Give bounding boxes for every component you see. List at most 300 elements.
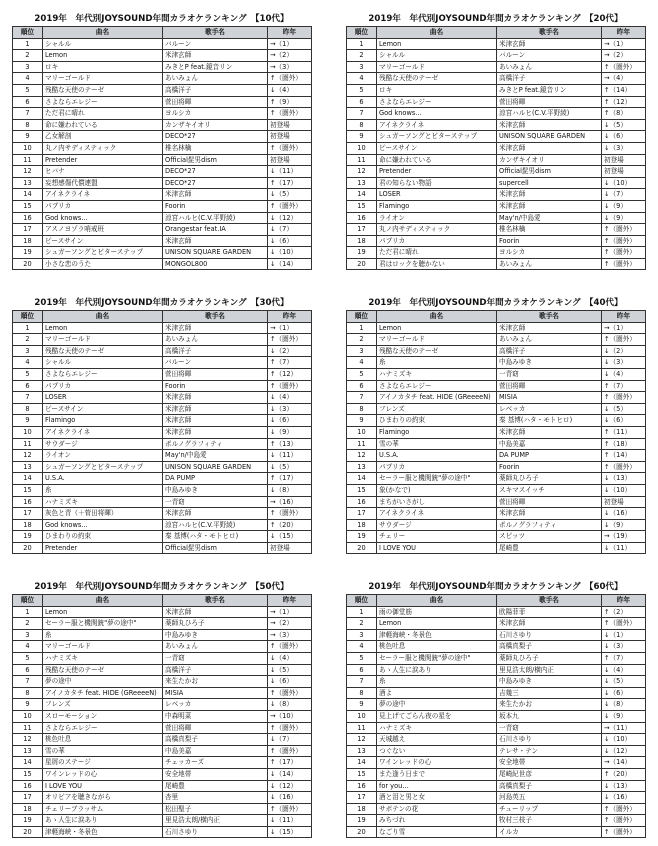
table-row <box>13 768 312 780</box>
table-row <box>13 484 312 496</box>
artist-cell: 来生たかお <box>163 676 268 688</box>
table-row <box>13 119 312 131</box>
rank-cell: 16 <box>347 780 377 792</box>
rank-cell: 15 <box>13 484 43 496</box>
artist-cell: 河島英五 <box>497 792 602 804</box>
prev-cell: ↑（圏外） <box>268 73 312 85</box>
table-row <box>347 84 646 96</box>
artist-cell: 石川さゆり <box>497 629 602 641</box>
prev-cell: ↑（圏外） <box>602 258 646 270</box>
song-cell: さよならエレジー <box>43 96 163 108</box>
song-cell: 残酷な天使のテーゼ <box>377 73 497 85</box>
ranking-panel <box>12 12 311 270</box>
table-row <box>347 768 646 780</box>
artist-cell: レベッカ <box>497 403 602 415</box>
prev-cell: ↑（圏外） <box>602 224 646 236</box>
prev-cell: →（16） <box>268 496 312 508</box>
song-cell: シャルル <box>43 38 163 50</box>
song-cell: ライオン <box>377 212 497 224</box>
artist-cell: 米津玄師 <box>163 50 268 62</box>
song-cell: さよならエレジー <box>43 722 163 734</box>
rank-cell: 5 <box>13 652 43 664</box>
song-cell: 残酷な天使のテーゼ <box>43 345 163 357</box>
artist-cell: 欧陽菲菲 <box>497 606 602 618</box>
ranking-panel <box>346 580 645 838</box>
prev-cell: ↓（7） <box>268 734 312 746</box>
song-header: 曲名 <box>377 311 497 323</box>
panel-title: 2019年 年代別JOYSOUND年間カラオケランキング 【30代】 <box>34 298 289 308</box>
rank-cell: 15 <box>347 768 377 780</box>
prev-cell: ↓（3） <box>268 403 312 415</box>
song-cell: さよならエレジー <box>377 96 497 108</box>
table-row <box>347 745 646 757</box>
table-row <box>13 826 312 838</box>
table-row <box>13 745 312 757</box>
prev-cell: ↓（12） <box>268 780 312 792</box>
table-row <box>347 826 646 838</box>
song-cell: 残酷な天使のテーゼ <box>377 345 497 357</box>
table-row <box>347 542 646 554</box>
song-cell: U.S.A. <box>377 450 497 462</box>
song-cell: God knows... <box>43 519 163 531</box>
song-cell: シュガーソングとビターステップ <box>43 461 163 473</box>
rank-cell: 9 <box>347 415 377 427</box>
prev-cell: ↓（10） <box>268 247 312 259</box>
prev-cell: →（3） <box>268 629 312 641</box>
artist-cell: イルカ <box>497 826 602 838</box>
prev-cell: ↓（15） <box>268 531 312 543</box>
song-cell: マリーゴールド <box>377 334 497 346</box>
table-row <box>347 484 646 496</box>
prev-cell: ↑（17） <box>268 757 312 769</box>
artist-cell: バルーン <box>497 50 602 62</box>
song-cell: チェリーブラッサム <box>43 803 163 815</box>
prev-cell: ↓（7） <box>602 189 646 201</box>
song-cell: 丸ノ内サディスティック <box>43 142 163 154</box>
artist-cell: あいみょん <box>497 334 602 346</box>
table-row <box>13 542 312 554</box>
table-row <box>347 334 646 346</box>
artist-cell: 高橋洋子 <box>163 664 268 676</box>
prev-cell: ↓（4） <box>602 368 646 380</box>
artist-cell: DA PUMP <box>497 450 602 462</box>
artist-cell: Official髭男dism <box>163 154 268 166</box>
header-row <box>13 27 312 39</box>
rank-cell: 8 <box>13 119 43 131</box>
table-row <box>347 687 646 699</box>
table-row <box>13 322 312 334</box>
rank-cell: 15 <box>347 200 377 212</box>
prev-cell: →（14） <box>602 757 646 769</box>
prev-cell: ↓（7） <box>268 224 312 236</box>
song-cell: ただ君に晴れ <box>377 247 497 259</box>
song-cell: アスノヨゾラ哨戒班 <box>43 224 163 236</box>
prev-cell: 初登場 <box>268 542 312 554</box>
rank-cell: 17 <box>13 792 43 804</box>
song-header: 曲名 <box>377 27 497 39</box>
artist-cell: 米津玄師 <box>163 606 268 618</box>
artist-cell: 中森明菜 <box>163 710 268 722</box>
rank-cell: 3 <box>347 629 377 641</box>
rank-cell: 10 <box>13 426 43 438</box>
ranking-panel <box>346 296 645 554</box>
rank-cell: 20 <box>347 826 377 838</box>
prev-cell: →（1） <box>268 38 312 50</box>
prev-cell: ↑（2） <box>602 606 646 618</box>
artist-cell: 涼宮ハルヒ(C.V.平野綾) <box>497 108 602 120</box>
rank-cell: 9 <box>347 131 377 143</box>
rank-cell: 7 <box>13 676 43 688</box>
song-cell: シャルル <box>43 357 163 369</box>
rank-cell: 7 <box>13 392 43 404</box>
artist-cell: 米津玄師 <box>163 403 268 415</box>
rank-cell: 12 <box>13 734 43 746</box>
prev-header: 昨年 <box>268 27 312 39</box>
artist-cell: 石川さゆり <box>163 826 268 838</box>
table-row <box>347 131 646 143</box>
song-cell: ライオン <box>43 450 163 462</box>
song-header: 曲名 <box>43 595 163 607</box>
table-row <box>347 519 646 531</box>
prev-cell: ↑（14） <box>602 84 646 96</box>
artist-cell: 松田聖子 <box>163 803 268 815</box>
song-cell: セーラー服と機関銃"夢の途中" <box>377 652 497 664</box>
prev-cell: ↑（圏外） <box>602 618 646 630</box>
song-header: 曲名 <box>377 595 497 607</box>
song-cell: Lemon <box>43 606 163 618</box>
rank-cell: 12 <box>347 450 377 462</box>
artist-header: 歌手名 <box>163 311 268 323</box>
artist-cell: 高橋真梨子 <box>497 641 602 653</box>
song-cell: アイネクライネ <box>377 119 497 131</box>
song-cell: アイノカタチ feat. HIDE (GReeeeN) <box>377 392 497 404</box>
table-row <box>347 224 646 236</box>
artist-cell: DECO*27 <box>163 177 268 189</box>
song-cell: 残酷な天使のテーゼ <box>43 84 163 96</box>
rank-cell: 20 <box>13 258 43 270</box>
rank-cell: 1 <box>13 38 43 50</box>
artist-cell: 中島美嘉 <box>497 438 602 450</box>
prev-cell: ↓（11） <box>268 166 312 178</box>
prev-cell: 初登場 <box>268 154 312 166</box>
prev-cell: ↓（12） <box>602 745 646 757</box>
artist-cell: テレサ・テン <box>497 745 602 757</box>
rank-cell: 11 <box>347 722 377 734</box>
prev-cell: ↓（5） <box>268 461 312 473</box>
artist-cell: 米津玄師 <box>497 189 602 201</box>
song-cell: チェリー <box>377 531 497 543</box>
song-cell: ロキ <box>377 84 497 96</box>
rank-cell: 14 <box>347 757 377 769</box>
table-row <box>347 235 646 247</box>
artist-cell: May'n/中島愛 <box>497 212 602 224</box>
artist-cell: 薬師丸ひろ子 <box>497 652 602 664</box>
song-cell: 夢の途中 <box>43 676 163 688</box>
song-cell: 酒と泪と男と女 <box>377 792 497 804</box>
artist-cell: 牧村三枝子 <box>497 815 602 827</box>
song-cell: ひまわりの約束 <box>377 415 497 427</box>
song-cell: 星屑のステージ <box>43 757 163 769</box>
prev-cell: ↓（5） <box>602 403 646 415</box>
rank-cell: 18 <box>347 235 377 247</box>
rank-cell: 16 <box>13 780 43 792</box>
rank-cell: 3 <box>13 629 43 641</box>
prev-cell: ↑（圏外） <box>268 641 312 653</box>
artist-cell: ヨルシカ <box>163 108 268 120</box>
prev-cell: ↑（17） <box>268 473 312 485</box>
artist-cell: 高橋真梨子 <box>497 780 602 792</box>
song-cell: マリーゴールド <box>43 73 163 85</box>
prev-cell: ↑（圏外） <box>602 461 646 473</box>
table-row <box>347 699 646 711</box>
artist-cell: 薬師丸ひろ子 <box>163 618 268 630</box>
rank-cell: 18 <box>13 803 43 815</box>
prev-cell: ↑（8） <box>602 108 646 120</box>
table-row <box>347 247 646 259</box>
song-cell: フレンズ <box>43 699 163 711</box>
song-cell: パプリカ <box>377 461 497 473</box>
table-row <box>13 392 312 404</box>
prev-cell: →（11） <box>602 722 646 734</box>
artist-cell: ポルノグラフィティ <box>497 519 602 531</box>
ranking-panel <box>346 12 645 270</box>
song-cell: つぐない <box>377 745 497 757</box>
rank-cell: 3 <box>347 61 377 73</box>
rank-cell: 11 <box>13 154 43 166</box>
rank-cell: 17 <box>13 508 43 520</box>
artist-cell: 菅田将暉 <box>163 722 268 734</box>
table-row <box>347 496 646 508</box>
artist-cell: 菅田将暉 <box>163 96 268 108</box>
ranking-table <box>12 594 312 838</box>
artist-header: 歌手名 <box>497 311 602 323</box>
artist-header: 歌手名 <box>163 595 268 607</box>
prev-cell: ↓（10） <box>602 484 646 496</box>
table-row <box>347 403 646 415</box>
song-cell: 雪の華 <box>43 745 163 757</box>
artist-cell: あいみょん <box>497 61 602 73</box>
song-header: 曲名 <box>43 311 163 323</box>
rank-cell: 10 <box>13 142 43 154</box>
table-row <box>347 757 646 769</box>
prev-cell: ↓（9） <box>602 212 646 224</box>
prev-cell: ↓（2） <box>602 345 646 357</box>
artist-cell: あいみょん <box>497 258 602 270</box>
artist-cell: 里見浩太朗/横内正 <box>163 815 268 827</box>
rank-cell: 9 <box>13 415 43 427</box>
song-cell: ただ君に晴れ <box>43 108 163 120</box>
song-cell: 桃色吐息 <box>43 734 163 746</box>
artist-cell: 来生たかお <box>497 699 602 711</box>
rank-cell: 11 <box>347 154 377 166</box>
table-row <box>347 710 646 722</box>
song-cell: 津軽海峡・冬景色 <box>377 629 497 641</box>
table-row <box>347 108 646 120</box>
song-cell: オリビアを聴きながら <box>43 792 163 804</box>
rank-cell: 2 <box>347 618 377 630</box>
table-row <box>13 61 312 73</box>
prev-cell: ↓（8） <box>268 484 312 496</box>
song-cell: アイノカタチ feat. HIDE (GReeeeN) <box>43 687 163 699</box>
table-row <box>13 438 312 450</box>
rank-cell: 6 <box>347 380 377 392</box>
table-row <box>347 734 646 746</box>
song-cell: 夢の途中 <box>377 699 497 711</box>
table-row <box>347 380 646 392</box>
prev-cell: →（1） <box>602 322 646 334</box>
song-cell: シュガーソングとビターステップ <box>43 247 163 259</box>
table-row <box>13 334 312 346</box>
artist-cell: あいみょん <box>163 73 268 85</box>
artist-cell: 涼宮ハルヒ(C.V.平野綾) <box>163 519 268 531</box>
rank-cell: 16 <box>13 212 43 224</box>
rank-cell: 5 <box>13 84 43 96</box>
song-cell: 君はロックを聴かない <box>377 258 497 270</box>
song-cell: 糸 <box>377 676 497 688</box>
artist-cell: 米津玄師 <box>497 322 602 334</box>
song-cell: Lemon <box>43 50 163 62</box>
prev-cell: ↓（14） <box>268 258 312 270</box>
song-cell: 酒よ <box>377 687 497 699</box>
prev-cell: ↑（圏外） <box>602 61 646 73</box>
table-row <box>13 687 312 699</box>
table-row <box>13 200 312 212</box>
table-row <box>13 815 312 827</box>
table-row <box>13 652 312 664</box>
song-cell: I LOVE YOU <box>43 780 163 792</box>
artist-cell: 米津玄師 <box>163 415 268 427</box>
song-cell: 津軽海峡・冬景色 <box>43 826 163 838</box>
table-row <box>347 258 646 270</box>
panel-title: 2019年 年代別JOYSOUND年間カラオケランキング 【40代】 <box>368 298 623 308</box>
table-row <box>347 531 646 543</box>
artist-cell: Orangestar feat.IA <box>163 224 268 236</box>
rank-cell: 14 <box>13 189 43 201</box>
song-cell: また逢う日まで <box>377 768 497 780</box>
song-cell: ロキ <box>43 61 163 73</box>
song-cell: ハナミズキ <box>377 368 497 380</box>
table-row <box>13 496 312 508</box>
artist-cell: 中島みゆき <box>163 629 268 641</box>
header-row <box>13 595 312 607</box>
prev-cell: ↑（圏外） <box>602 334 646 346</box>
ranking-table <box>346 26 646 270</box>
rank-cell: 16 <box>347 496 377 508</box>
prev-cell: ↓（4） <box>268 652 312 664</box>
table-row <box>13 710 312 722</box>
rank-cell: 1 <box>347 322 377 334</box>
prev-cell: ↓（14） <box>268 768 312 780</box>
song-cell: 象(かなで) <box>377 484 497 496</box>
prev-header: 昨年 <box>268 595 312 607</box>
artist-cell: 中島美嘉 <box>163 745 268 757</box>
rank-cell: 1 <box>347 38 377 50</box>
song-cell: マリーゴールド <box>43 641 163 653</box>
prev-cell: ↓（5） <box>602 676 646 688</box>
rank-cell: 5 <box>347 652 377 664</box>
artist-cell: 米津玄師 <box>163 235 268 247</box>
rank-cell: 17 <box>347 224 377 236</box>
song-header: 曲名 <box>43 27 163 39</box>
table-row <box>347 322 646 334</box>
prev-cell: →（10） <box>268 710 312 722</box>
song-cell: ワインレッドの心 <box>43 768 163 780</box>
table-row <box>13 780 312 792</box>
table-row <box>13 461 312 473</box>
artist-cell: 米津玄師 <box>163 508 268 520</box>
panel-title: 2019年 年代別JOYSOUND年間カラオケランキング 【20代】 <box>368 14 623 24</box>
artist-cell: 安全地帯 <box>163 768 268 780</box>
prev-cell: ↓（9） <box>602 710 646 722</box>
rank-cell: 2 <box>347 50 377 62</box>
prev-cell: ↓（6） <box>602 131 646 143</box>
rank-cell: 13 <box>13 177 43 189</box>
artist-cell: DA PUMP <box>163 473 268 485</box>
table-row <box>347 212 646 224</box>
table-row <box>347 154 646 166</box>
song-cell: ワインレッドの心 <box>377 757 497 769</box>
artist-cell: 米津玄師 <box>163 426 268 438</box>
rank-cell: 4 <box>13 73 43 85</box>
prev-cell: ↓（11） <box>268 815 312 827</box>
prev-cell: ↓（9） <box>602 200 646 212</box>
song-cell: サウダージ <box>377 519 497 531</box>
prev-header: 昨年 <box>602 311 646 323</box>
song-cell: 糸 <box>43 484 163 496</box>
table-row <box>347 73 646 85</box>
rank-cell: 13 <box>347 461 377 473</box>
rank-cell: 10 <box>347 142 377 154</box>
song-cell: パプリカ <box>43 380 163 392</box>
song-cell: あゝ人生に涙あり <box>377 664 497 676</box>
rank-cell: 17 <box>347 792 377 804</box>
prev-cell: ↓（3） <box>602 357 646 369</box>
rank-cell: 2 <box>347 334 377 346</box>
table-row <box>13 38 312 50</box>
prev-cell: ↑（圏外） <box>268 334 312 346</box>
prev-cell: ↑（9） <box>268 96 312 108</box>
prev-cell: ↑（圏外） <box>602 235 646 247</box>
prev-cell: ↑（圏外） <box>268 687 312 699</box>
artist-cell: 尾崎豊 <box>163 780 268 792</box>
prev-cell: ↑（圏外） <box>268 380 312 392</box>
artist-cell: 菅田将暉 <box>497 380 602 392</box>
rank-cell: 9 <box>347 699 377 711</box>
artist-cell: Foorin <box>497 235 602 247</box>
rank-cell: 15 <box>13 200 43 212</box>
ranking-table <box>12 26 312 270</box>
song-cell: アイネクライネ <box>43 426 163 438</box>
rank-cell: 14 <box>347 189 377 201</box>
prev-cell: ↑（13） <box>268 438 312 450</box>
table-row <box>347 508 646 520</box>
prev-cell: ↓（5） <box>268 189 312 201</box>
table-row <box>347 618 646 630</box>
song-cell: 見上げてごらん夜の星を <box>377 710 497 722</box>
prev-cell: ↑（14） <box>602 450 646 462</box>
rank-cell: 6 <box>347 96 377 108</box>
artist-cell: 石川さゆり <box>497 734 602 746</box>
artist-header: 歌手名 <box>497 27 602 39</box>
table-row <box>347 664 646 676</box>
table-row <box>347 803 646 815</box>
prev-cell: ↓（6） <box>268 415 312 427</box>
song-cell: マリーゴールド <box>377 61 497 73</box>
table-row <box>13 403 312 415</box>
prev-cell: ↓（6） <box>602 687 646 699</box>
table-row <box>347 426 646 438</box>
artist-cell: 高橋洋子 <box>497 73 602 85</box>
